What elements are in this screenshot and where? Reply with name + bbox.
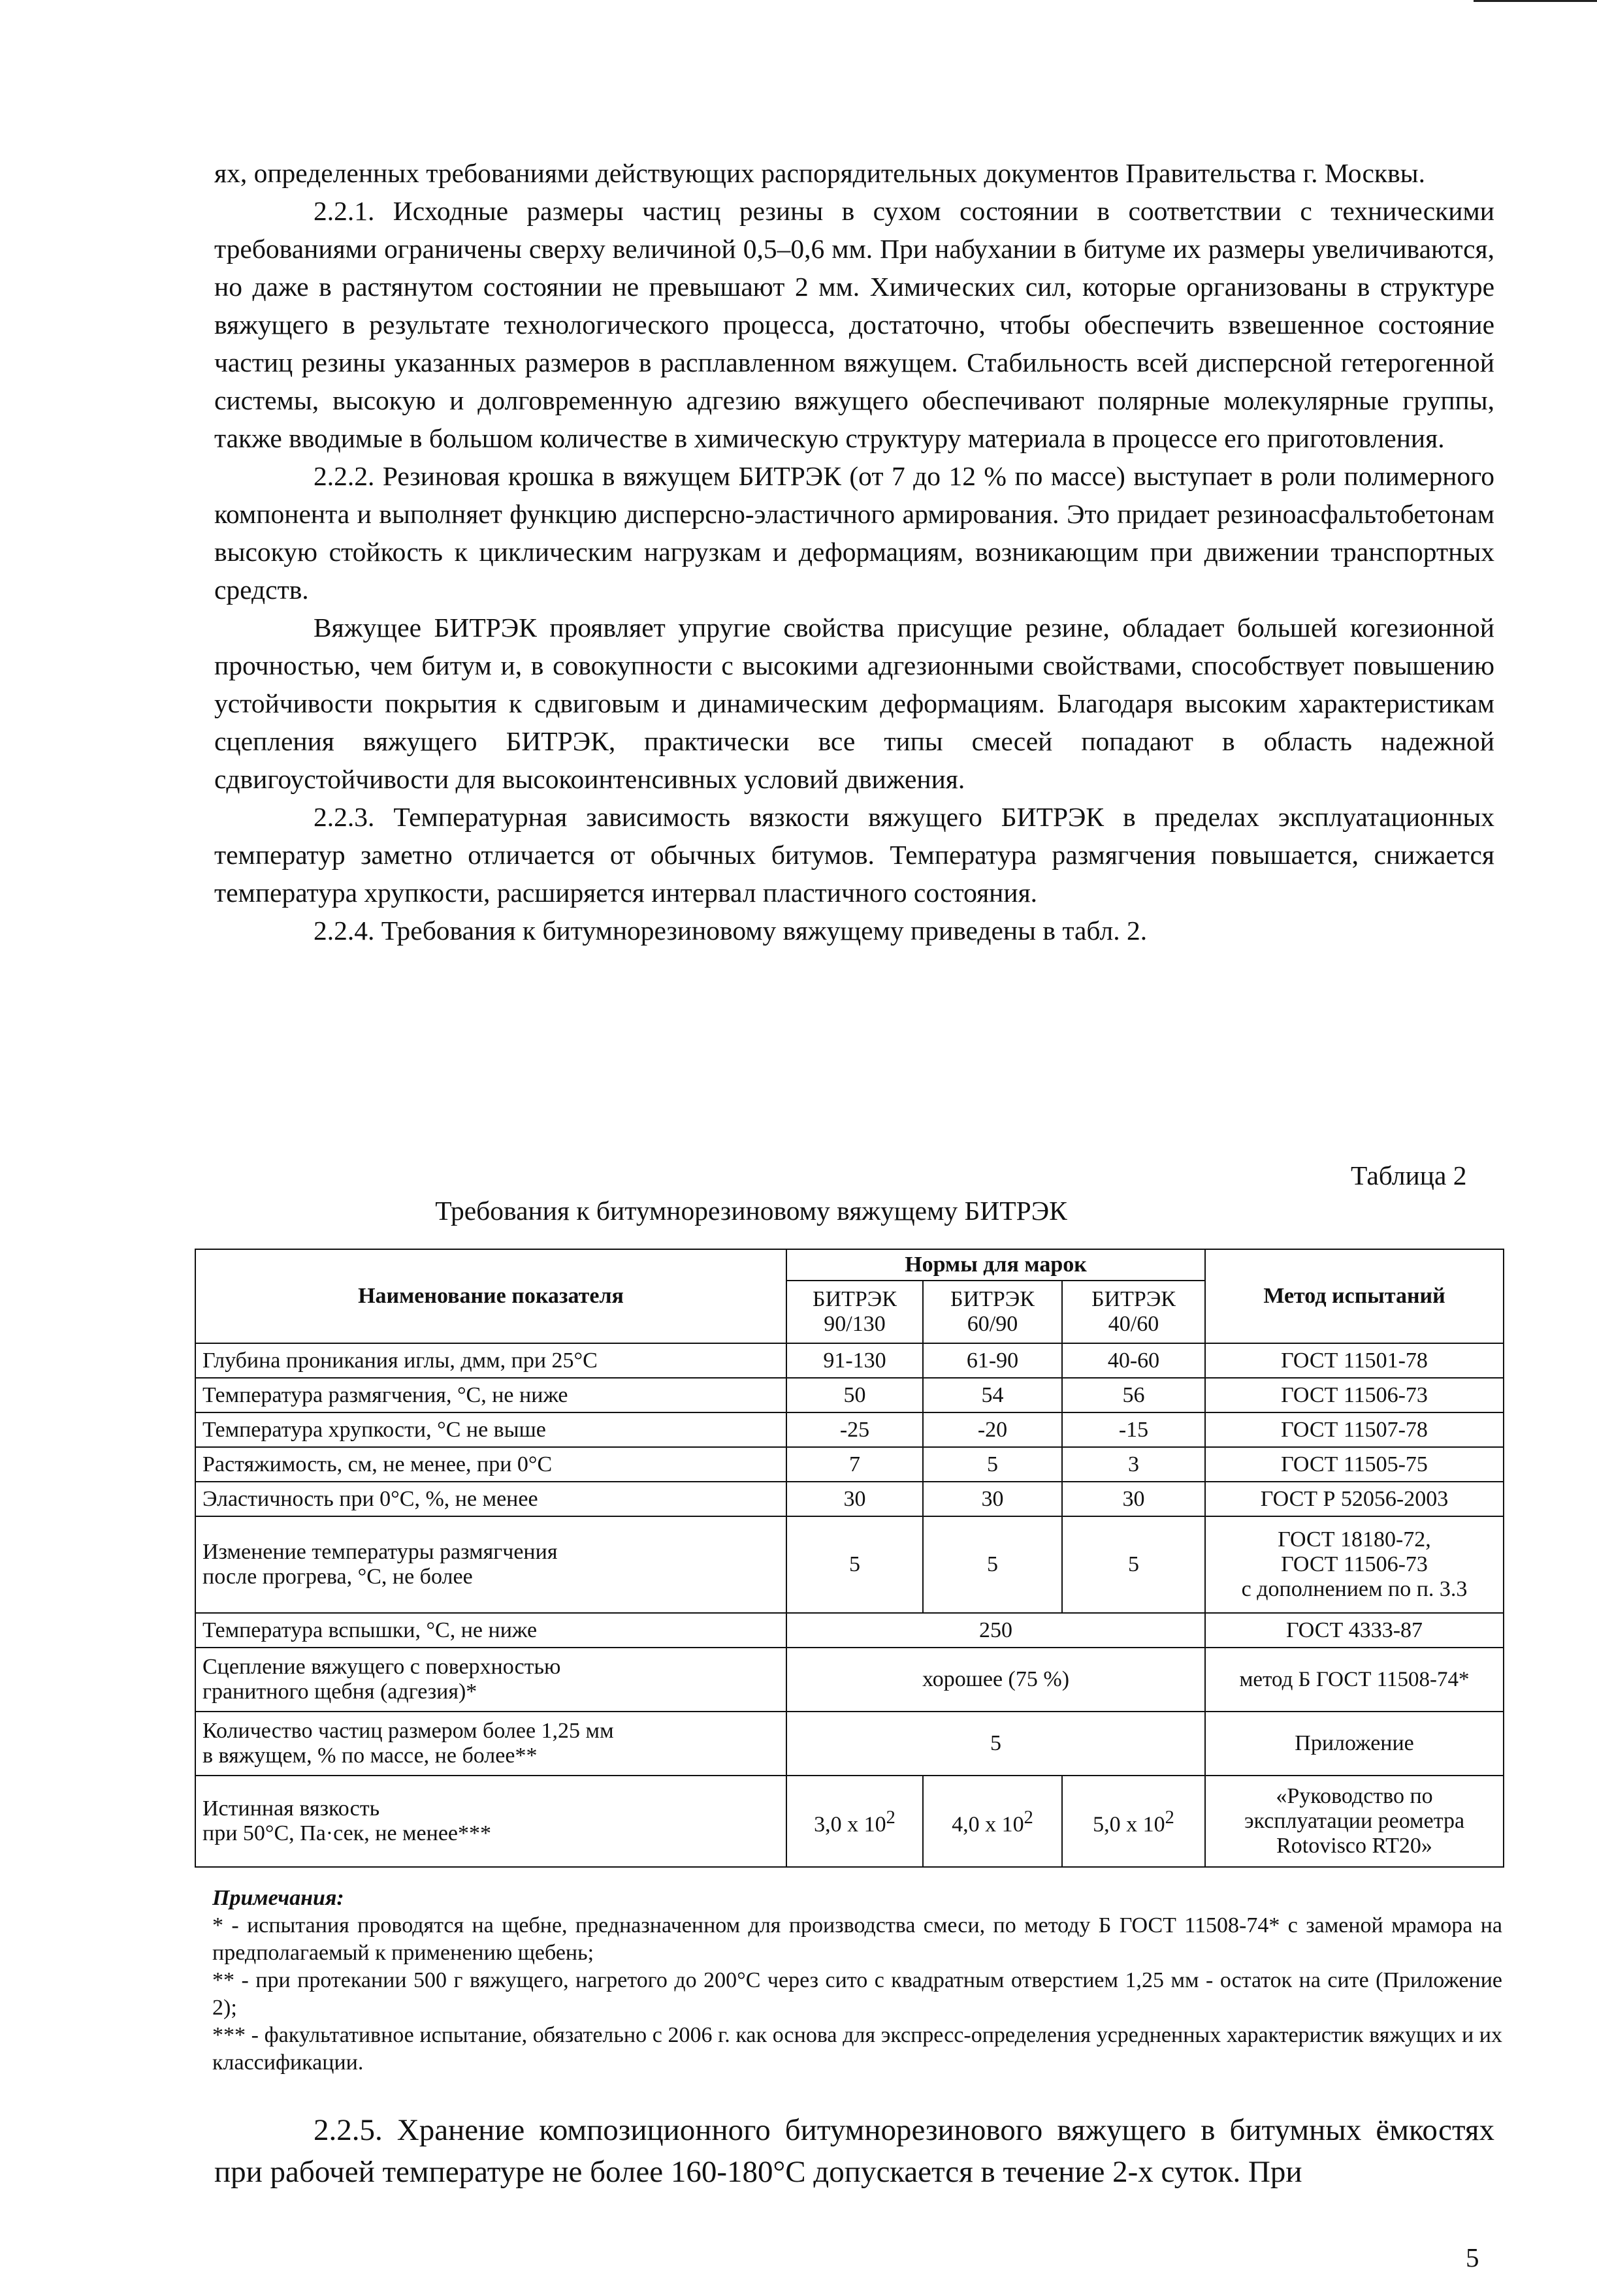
header-grade-60-90: БИТРЭК 60/90 [923,1281,1062,1343]
table-title: Требования к битумнорезиновому вяжущему БИТРЭК [435,1196,1067,1226]
paragraph-2-2-5: 2.2.5. Хранение композиционного битумнорезинового вяжущего в битумных ёмкостях при рабочей температуре не более 160-180°С допускается в течение 2-х суток. При [214,2113,1494,2189]
table-row: Температура размягчения, °С, не ниже 50 54 56 ГОСТ 11506-73 [195,1378,1504,1412]
paragraph-2-2-3: 2.2.3. Температурная зависимость вязкости вяжущего БИТРЭК в пределах эксплуатационных температур заметно отличается от обычных битумов. Температура размягчения повышается, снижается температура хрупкости, расширяется интервал пластичного состояния. [214,802,1494,908]
table-row: Растяжимость, см, не менее, при 0°С 7 5 3 ГОСТ 11505-75 [195,1447,1504,1482]
scan-edge-line [1474,0,1597,2]
note-1: * - испытания проводятся на щебне, предназначенном для производства смеси, по методу Б ГОСТ 11508-74* с заменой мрамора на предполагаемый к применению щебень; [212,1913,1502,1965]
table-row: Сцепление вяжущего с поверхностью гранитного щебня (адгезия)* хорошее (75 %) метод Б ГОСТ 11508-74* [195,1648,1504,1712]
paragraph-2-2-4: 2.2.4. Требования к битумнорезиновому вяжущему приведены в табл. 2. [314,916,1148,946]
table-row: Количество частиц размером более 1,25 мм в вяжущем, % по массе, не более** 5 Приложение [195,1712,1504,1776]
table-row: Эластичность при 0°С, %, не менее 30 30 30 ГОСТ Р 52056-2003 [195,1482,1504,1516]
requirements-table [195,1249,1504,1868]
header-method: Метод испытаний [1205,1249,1504,1343]
header-grade-40-60: БИТРЭК 40/60 [1062,1281,1205,1343]
table-notes [212,1885,1502,2077]
paragraph-2-2-1: 2.2.1. Исходные размеры частиц резины в сухом состоянии в соответствии с техническими требованиями ограничены сверху величиной 0,5–0,6 мм. При набухании в битуме их размеры увеличиваются, но даже в растянутом состоянии не превышают 2 мм. Химических сил, которые организованы в структуре вяжущего в результате технологического процесса, достаточно, чтобы обеспечить взвешенное состояние частиц резины указанных размеров в расплавленном вяжущем. Стабильность всей дисперсной гетерогенной системы, высокую и долговременную адгезию вяжущего обеспечивают полярные молекулярные группы, также вводимые в большом количестве в химическую структуру материала в процессе его приготовления. [214,196,1494,453]
paragraph-bitrek-properties: Вяжущее БИТРЭК проявляет упругие свойства присущие резине, обладает большей когезионной прочностью, чем битум и, в совокупности с высокими адгезионными свойствами, способствует повышению устойчивости покрытия к сдвиговым и динамическим деформациям. Благодаря высоким характеристикам сцепления вяжущего БИТРЭК, практически все типы смесей попадают в область надежной сдвигоустойчивости для высокоинтенсивных условий движения. [214,613,1494,794]
table-row: Истинная вязкость при 50°С, Па·сек, не менее*** 3,0 х $10^2$ 4,0 х $10^2$ 5,0 х $10^2$ «Руководство по эксплуатации реометра Rotovisco RT20» [195,1776,1504,1867]
table-number: Таблица 2 [1351,1160,1467,1190]
page-number: 5 [1466,2242,1479,2272]
header-param: Наименование показателя [195,1249,786,1343]
table-row: Изменение температуры размягчения после прогрева, °С, не более 5 5 5 ГОСТ 18180-72, ГОСТ 11506-73 с дополнением по п. 3.3 [195,1516,1504,1613]
body-text [214,154,1494,949]
notes-heading: Примечания: [212,1886,344,1910]
table-row: Температура хрупкости, °С не выше -25 -20 -15 ГОСТ 11507-78 [195,1412,1504,1447]
note-3: *** - факультативное испытание, обязательно с 2006 г. как основа для экспресс-определения усредненных характеристик вяжущих и их классификации. [212,2023,1502,2075]
table-row: Температура вспышки, °С, не ниже 250 ГОСТ 4333-87 [195,1613,1504,1648]
table-header-row [195,1249,1504,1281]
paragraph-2-2-2: 2.2.2. Резиновая крошка в вяжущем БИТРЭК (от 7 до 12 % по массе) выступает в роли полимерного компонента и выполняет функцию дисперсно-эластичного армирования. Это придает резиноасфальтобетонам высокую стойкость к циклическим нагрузкам и деформациям, возникающим при движении транспортных средств. [214,461,1494,605]
header-norms: Нормы для марок [786,1249,1205,1281]
table-row: Глубина проникания иглы, дмм, при 25°С 91-130 61-90 40-60 ГОСТ 11501-78 [195,1343,1504,1378]
paragraph-continuation: ях, определенных требованиями действующих распорядительных документов Правительства г. Москвы. [214,158,1425,188]
note-2: ** - при протекании 500 г вяжущего, нагретого до 200°С через сито с квадратным отверстием 1,25 мм - остаток на сите (Приложение 2); [212,1968,1502,2020]
header-grade-90-130: БИТРЭК 90/130 [786,1281,923,1343]
